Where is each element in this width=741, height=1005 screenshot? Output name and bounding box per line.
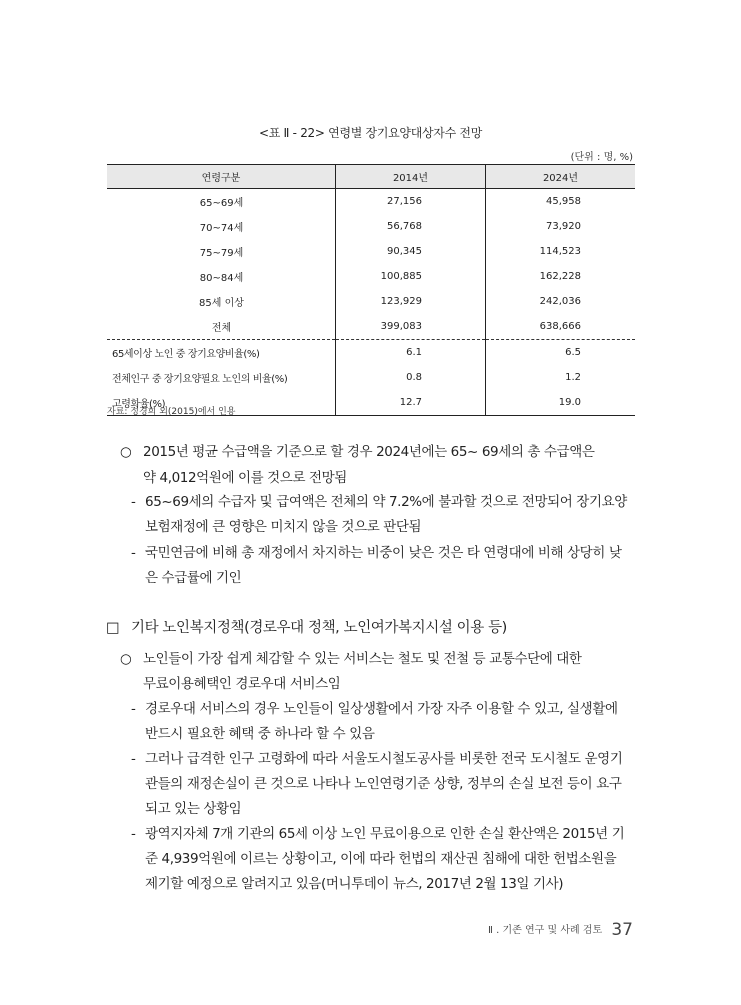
paragraph-line: 제기할 예정으로 알려지고 있음(머니투데이 뉴스, 2017년 2월 13일 기사)	[145, 876, 564, 892]
value-2014-cell: 123,929	[336, 289, 486, 314]
value-2024-cell: 162,228	[486, 264, 636, 289]
table-row	[107, 264, 635, 289]
value-2024-cell: 638,666	[486, 314, 636, 340]
paragraph-line: 되고 있는 상황임	[145, 801, 242, 817]
table-row	[107, 214, 635, 239]
age-cell: 전체	[211, 323, 232, 334]
paragraph-line: 무료이용혜택인 경로우대 서비스임	[143, 676, 341, 692]
paragraph-line: 은 수급률에 기인	[145, 570, 242, 586]
dash-bullet: -	[131, 826, 136, 842]
table-row-ratio	[107, 365, 635, 390]
square-bullet: □	[106, 620, 120, 636]
value-2014-cell: 90,345	[336, 239, 486, 264]
value-2014-cell: 100,885	[336, 264, 486, 289]
paragraph-line: 약 4,012억원에 이를 것으로 전망됨	[143, 470, 347, 486]
circle-bullet: ○	[120, 444, 132, 460]
value-2014-cell: 27,156	[336, 189, 486, 215]
age-cell: 80~84세	[199, 273, 244, 284]
paragraph-line: 65~69세의 수급자 및 급여액은 전체의 약 7.2%에 불과할 것으로 전망되어 장기요양	[145, 494, 627, 510]
data-table	[107, 164, 635, 416]
value-2024-cell: 73,920	[486, 214, 636, 239]
table-header-row	[107, 165, 635, 189]
value-2024-cell: 6.5	[486, 340, 636, 366]
value-2024-cell: 114,523	[486, 239, 636, 264]
paragraph-line: 경로우대 서비스의 경우 노인들이 일상생활에서 가장 자주 이용할 수 있고, 실생활에	[145, 701, 618, 717]
circle-bullet: ○	[120, 651, 132, 667]
age-cell: 65~69세	[199, 198, 244, 209]
page-footer	[488, 920, 633, 940]
paragraph-line: 노인들이 가장 쉽게 체감할 수 있는 서비스는 철도 및 전철 등 교통수단에 대한	[143, 651, 582, 667]
table-unit: (단위 : 명, %)	[570, 152, 633, 163]
dash-bullet: -	[131, 751, 136, 767]
value-2014-cell: 399,083	[336, 314, 486, 340]
indicator-cell: 65세이상 노인 중 장기요양비율(%)	[107, 340, 336, 366]
page-number: 37	[611, 920, 633, 940]
paragraph-line: 국민연금에 비해 총 재정에서 차지하는 비중이 낮은 것은 타 연령대에 비해 상당히 낮	[145, 545, 622, 561]
value-2014-cell: 12.7	[336, 390, 486, 416]
table-row	[107, 289, 635, 314]
value-2014-cell: 6.1	[336, 340, 486, 366]
indicator-cell: 고령화율(%)	[107, 390, 336, 416]
paragraph-line: 준 4,939억원에 이르는 상황이고, 이에 따라 헌법의 재산권 침해에 대한 헌법소원을	[145, 851, 617, 867]
value-2024-cell: 1.2	[486, 365, 636, 390]
table-row-total	[107, 314, 635, 340]
paragraph-line: 2015년 평균 수급액을 기준으로 할 경우 2024년에는 65~ 69세의 총 수급액은	[143, 444, 595, 460]
table-source: 자료: 정경희 외(2015)에서 인용	[107, 407, 236, 417]
table-row-ratio	[107, 340, 635, 366]
paragraph-line: 반드시 필요한 혜택 중 하나라 할 수 있음	[145, 726, 375, 742]
footer-section-title: Ⅱ . 기존 연구 및 사례 검토	[488, 925, 603, 936]
paragraph-line: 보험재정에 큰 영향은 미치지 않을 것으로 판단됨	[145, 519, 422, 535]
col-header-age: 연령구분	[107, 165, 336, 189]
table-caption: <표 Ⅱ - 22> 연령별 장기요양대상자수 전망	[259, 126, 482, 140]
col-header-2014: 2014년	[336, 165, 486, 189]
col-header-2024: 2024년	[486, 165, 636, 189]
table-row	[107, 189, 635, 215]
value-2024-cell: 242,036	[486, 289, 636, 314]
table-row	[107, 239, 635, 264]
dash-bullet: -	[131, 494, 136, 510]
dash-bullet: -	[131, 701, 136, 717]
age-cell: 85세 이상	[199, 298, 244, 309]
value-2024-cell: 45,958	[486, 189, 636, 215]
heading-text: 기타 노인복지정책(경로우대 정책, 노인여가복지시설 이용 등)	[131, 620, 507, 636]
paragraph-line: 그러나 급격한 인구 고령화에 따라 서울도시철도공사를 비롯한 전국 도시철도 운영기	[145, 751, 623, 767]
paragraph-line: 광역지자체 7개 기관의 65세 이상 노인 무료이용으로 인한 손실 환산액은 2015년 기	[145, 826, 625, 842]
value-2024-cell: 19.0	[486, 390, 636, 416]
indicator-cell: 전체인구 중 장기요양필요 노인의 비율(%)	[112, 374, 288, 385]
paragraph-line: 관들의 재정손실이 큰 것으로 나타나 노인연령기준 상향, 정부의 손실 보전 등이 요구	[145, 776, 622, 792]
dash-bullet: -	[131, 545, 136, 561]
age-cell: 70~74세	[199, 223, 244, 234]
value-2014-cell: 56,768	[336, 214, 486, 239]
value-2014-cell: 0.8	[336, 365, 486, 390]
age-cell: 75~79세	[199, 248, 244, 259]
